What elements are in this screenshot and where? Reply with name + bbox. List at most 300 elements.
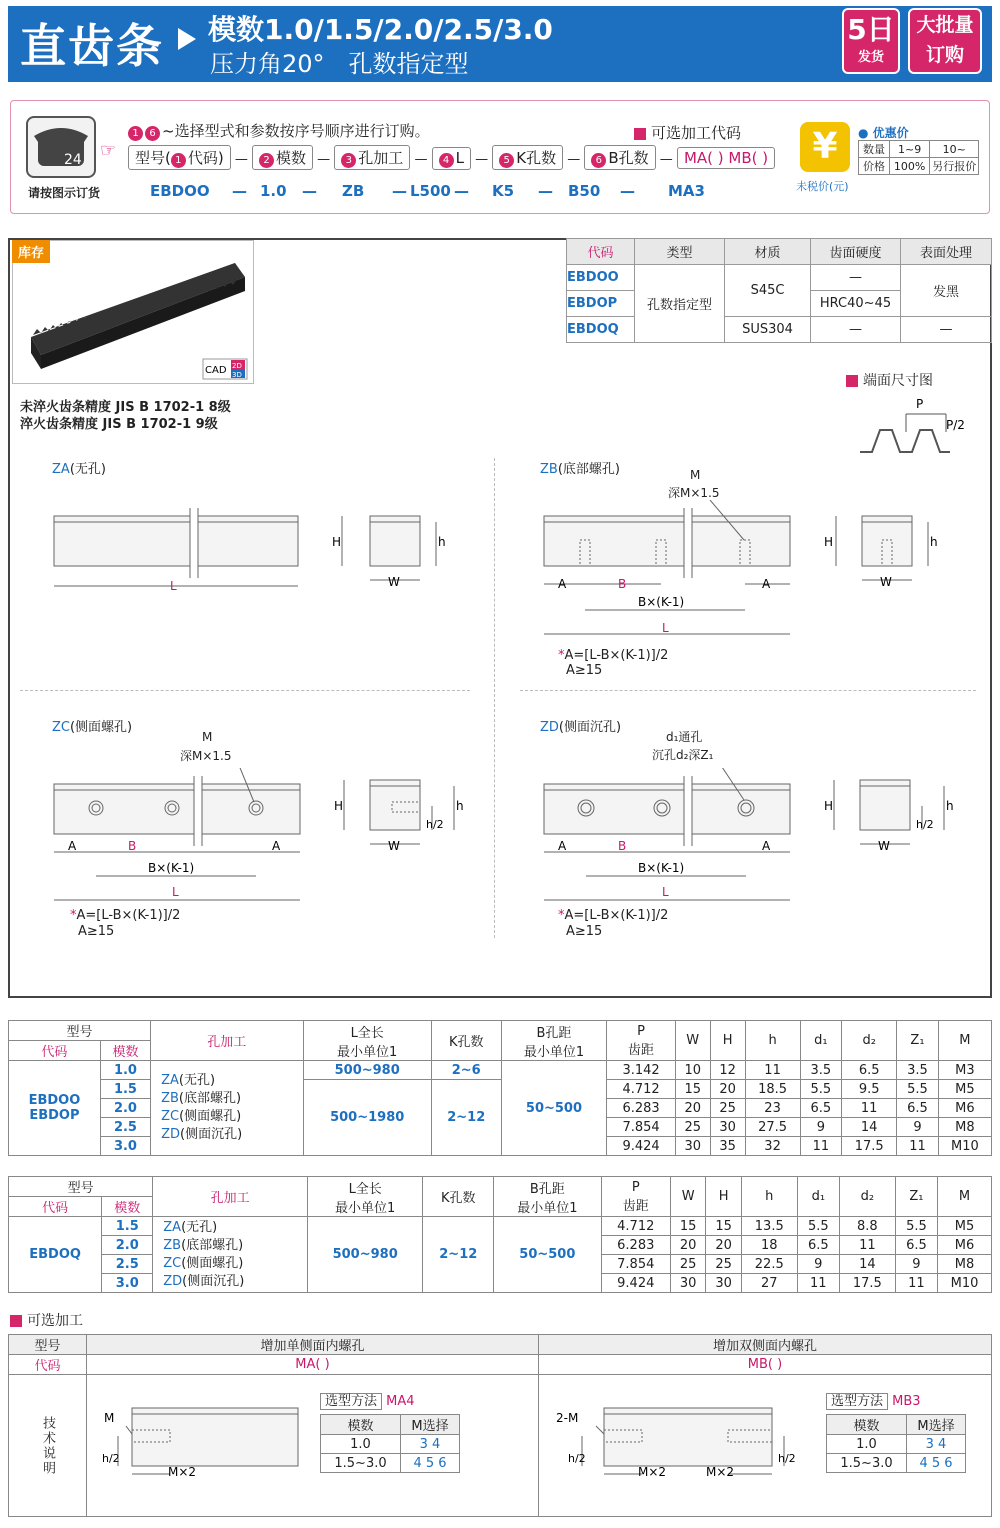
th-d2: d₂ — [839, 1177, 895, 1217]
zd-diagram — [530, 768, 980, 908]
th-P1: P — [631, 1179, 640, 1195]
spec-module: 1.5 — [100, 1080, 150, 1099]
th-H: H — [706, 1177, 741, 1217]
zb-diagram — [530, 500, 980, 640]
spec-code: EBDOO — [28, 1093, 81, 1108]
star: * — [558, 908, 565, 923]
dim-W: W — [388, 839, 400, 853]
phone-icon — [26, 116, 96, 178]
zd-d1: d₁通孔 — [666, 730, 703, 744]
example-module: 1.0 — [260, 182, 287, 200]
col-m: M选择 — [401, 1415, 460, 1435]
bulk-badge — [908, 8, 982, 74]
mat-header: 材质 — [725, 239, 811, 265]
za-label: (无孔) — [69, 462, 106, 477]
num-icon: 3 — [341, 153, 356, 168]
hole-code: ZD — [161, 1127, 181, 1142]
spec-module: 3.0 — [102, 1274, 153, 1293]
mat-header: 齿面硬度 — [811, 239, 901, 265]
page-title: 直齿条 — [20, 19, 164, 73]
mb-example: MB3 — [892, 1394, 921, 1409]
accuracy-line-2: 淬火齿条精度 JIS B 1702-1 9级 — [20, 417, 218, 432]
dim-p: P — [916, 397, 924, 411]
spec-cell: M6 — [938, 1236, 992, 1255]
th-B1: B孔距 — [536, 1025, 572, 1041]
dim-h2: h/2 — [916, 818, 934, 831]
instruction-body: ~选择型式和参数按序号顺序进行订购。 — [162, 122, 430, 140]
zb-code: ZB — [540, 462, 558, 477]
spec-cell: 17.5 — [842, 1137, 897, 1156]
zc-diagram — [40, 768, 480, 908]
dash: — — [454, 182, 469, 200]
optional-title-text: 可选加工 — [27, 1313, 83, 1329]
dash: — — [302, 182, 317, 200]
th-d1: d₁ — [797, 1177, 839, 1217]
col-m: M选择 — [907, 1415, 966, 1435]
sel-m: 4 5 6 — [401, 1454, 460, 1473]
spec-cell: 9 — [895, 1255, 937, 1274]
spec-cell: 14 — [842, 1118, 897, 1137]
spec-cell: M6 — [938, 1099, 991, 1118]
spec-cell: 20 — [670, 1236, 705, 1255]
th-P2: 齿距 — [628, 1042, 655, 1058]
spec-cell: 6.5 — [797, 1236, 839, 1255]
spec-cell: M5 — [938, 1217, 992, 1236]
col-mod: 模数 — [827, 1415, 907, 1435]
square-icon — [846, 375, 858, 387]
spec-cell: M10 — [938, 1137, 991, 1156]
th-L1: L全长 — [350, 1025, 384, 1041]
num-icon: 5 — [499, 153, 514, 168]
zd-label: (侧面沉孔) — [558, 720, 622, 735]
spec-cell: 6.5 — [895, 1236, 937, 1255]
zc-m: M — [202, 730, 213, 744]
dim-H: H — [332, 535, 342, 549]
zb-m: M — [690, 468, 701, 482]
formula-1: A=[L-B×(K-1)]/2 — [564, 648, 669, 663]
dim-BK: B×(K-1) — [638, 861, 685, 875]
spec-cell: 5.5 — [797, 1217, 839, 1236]
spec-cell: M8 — [938, 1118, 991, 1137]
spec-cell: M10 — [938, 1274, 992, 1293]
dash: — — [234, 152, 248, 167]
spec-cell: 11 — [842, 1099, 897, 1118]
spec-code: EBDOQ — [9, 1217, 102, 1293]
opt-ma-code: MA( ) — [87, 1355, 539, 1375]
price-cell: 100% — [890, 158, 930, 175]
spec-module: 1.5 — [102, 1217, 153, 1236]
zb-title — [540, 458, 620, 477]
price-cell: 数量 — [859, 141, 890, 158]
sel-mod: 1.5~3.0 — [827, 1454, 907, 1473]
th-h: h — [745, 1021, 800, 1061]
th-K: K孔数 — [423, 1177, 494, 1217]
dim-BK: B×(K-1) — [148, 861, 195, 875]
select-label: 选型方法 — [320, 1393, 382, 1410]
za-title — [52, 458, 106, 477]
dim-A: A — [762, 839, 771, 853]
spec-cell: 6.283 — [601, 1236, 670, 1255]
spec-module: 2.0 — [100, 1099, 150, 1118]
spec-cell: 9.424 — [601, 1274, 670, 1293]
spec-cell: 15 — [706, 1217, 741, 1236]
hole-text: (无孔) — [181, 1219, 218, 1235]
order-fields — [128, 145, 775, 170]
dim-h2: h/2 — [568, 1452, 586, 1465]
spec-cell: 6.5 — [842, 1061, 897, 1080]
spec-cell: 3.5 — [897, 1061, 939, 1080]
opt-mb-title: 增加双侧面内螺孔 — [539, 1335, 992, 1355]
th-hole: 孔加工 — [153, 1177, 308, 1217]
bulk-line-1: 大批量 — [916, 14, 974, 36]
spec-cell: 4.712 — [601, 1217, 670, 1236]
spec-cell: 15 — [675, 1080, 710, 1099]
example-B: B50 — [568, 182, 601, 200]
spec-cell: 7.854 — [601, 1255, 670, 1274]
mat-header: 表面处理 — [901, 239, 992, 265]
dim-L: L — [662, 621, 669, 635]
cad-2d: 2D — [232, 362, 242, 370]
th-B2: 最小单位1 — [517, 1200, 578, 1216]
zc-title — [52, 716, 132, 735]
spec-cell: 6.5 — [897, 1099, 939, 1118]
zd-title — [540, 716, 621, 735]
dim-W: W — [388, 575, 400, 589]
th-model: 型号 — [9, 1177, 153, 1197]
formula-2: A≥15 — [566, 663, 603, 678]
hole-text: (侧面沉孔) — [182, 1273, 245, 1289]
opt-tech: 技术说明 — [9, 1375, 87, 1517]
hole-code: ZA — [161, 1073, 179, 1088]
field-B — [584, 145, 655, 170]
spec-module: 1.0 — [100, 1061, 150, 1080]
delivery-badge — [842, 8, 900, 74]
spec-cell: 4.712 — [607, 1080, 675, 1099]
field-K — [492, 145, 563, 170]
mat-code: EBDOP — [567, 291, 635, 317]
mat-code: EBDOO — [567, 265, 635, 291]
spec-cell: 11 — [895, 1274, 937, 1293]
divider — [520, 690, 976, 691]
spec-cell: 7.854 — [607, 1118, 675, 1137]
instruction-text — [145, 122, 430, 140]
end-view-title — [846, 370, 933, 390]
mat-header: 类型 — [635, 239, 725, 265]
dim-Mx2: M×2 — [638, 1465, 667, 1479]
spec-cell: 5.5 — [800, 1080, 842, 1099]
zb-depth: 深M×1.5 — [668, 486, 720, 500]
spec-cell: 10 — [675, 1061, 710, 1080]
mat-header: 代码 — [567, 239, 635, 265]
zb-formula — [558, 648, 668, 663]
star: * — [70, 908, 77, 923]
divider — [494, 458, 495, 938]
cad-label: CAD — [205, 365, 227, 376]
dash: — — [392, 182, 407, 200]
th-h: h — [741, 1177, 797, 1217]
th-code: 代码 — [9, 1041, 101, 1061]
dim-BK: B×(K-1) — [638, 595, 685, 609]
example-K: K5 — [492, 182, 515, 200]
badge-days-sub: 发货 — [857, 50, 884, 65]
th-Z1: Z₁ — [895, 1177, 937, 1217]
cad-3d: 3D — [232, 371, 242, 379]
spec-cell: 6.283 — [607, 1099, 675, 1118]
subtitle: 压力角20° 孔数指定型 — [210, 50, 469, 78]
hole-text: (无孔) — [178, 1073, 216, 1088]
dim-H: H — [824, 535, 834, 549]
dim-h2: h/2 — [778, 1452, 796, 1465]
spec-cell: 20 — [710, 1080, 745, 1099]
za-diagram — [40, 500, 480, 610]
spec-cell: 9 — [800, 1118, 842, 1137]
spec-cell: 18.5 — [745, 1080, 800, 1099]
optional-code-title — [634, 122, 741, 143]
zc-depth: 深M×1.5 — [180, 749, 232, 763]
sel-mod: 1.0 — [827, 1435, 907, 1454]
dim-2M: 2-M — [556, 1411, 579, 1425]
hole-text: (侧面沉孔) — [180, 1127, 243, 1142]
spec-cell: 9 — [797, 1255, 839, 1274]
num-icon: 2 — [259, 153, 274, 168]
select-label: 选型方法 — [826, 1393, 888, 1410]
zd-code: ZD — [540, 720, 559, 735]
spec-L: 500~980 — [307, 1217, 422, 1293]
dim-B: B — [128, 839, 137, 853]
spec-cell: 23 — [745, 1099, 800, 1118]
opt-code: 代码 — [9, 1355, 87, 1375]
dim-L: L — [662, 885, 669, 899]
th-H: H — [710, 1021, 745, 1061]
num-1-icon: 1 — [128, 126, 143, 141]
zb-label: (底部螺孔) — [557, 462, 620, 477]
dim-B: B — [618, 577, 627, 591]
hole-code: ZB — [161, 1091, 179, 1106]
spec-cell: 32 — [745, 1137, 800, 1156]
ma-diagram — [96, 1400, 316, 1490]
col-mod: 模数 — [321, 1415, 401, 1435]
dash: — — [659, 152, 673, 167]
spec-cell: 25 — [710, 1099, 745, 1118]
spec-cell: M3 — [938, 1061, 991, 1080]
spec-cell: 5.5 — [897, 1080, 939, 1099]
square-icon — [10, 1315, 22, 1327]
dash: — — [620, 182, 635, 200]
field-module — [252, 145, 313, 170]
price-cell: 另行报价 — [930, 158, 979, 175]
dash: — — [567, 152, 581, 167]
field-label: 孔加工 — [358, 149, 404, 167]
hole-code: ZB — [163, 1237, 182, 1253]
optional-title — [10, 1310, 83, 1330]
hole-text: (底部螺孔) — [181, 1237, 244, 1253]
spec-cell: 11 — [797, 1274, 839, 1293]
zc-code: ZC — [52, 720, 70, 735]
price-cell: 1~9 — [890, 141, 930, 158]
th-module: 模数 — [102, 1197, 153, 1217]
spec-cell: 8.8 — [839, 1217, 895, 1236]
field-label: L — [455, 149, 464, 167]
hole-code: ZC — [161, 1109, 180, 1124]
field-label: 模数 — [276, 149, 307, 167]
th-code: 代码 — [9, 1197, 102, 1217]
spec-cell: 6.5 — [800, 1099, 842, 1118]
spec-cell: 27.5 — [745, 1118, 800, 1137]
dim-h: h — [946, 799, 954, 813]
badge-days: 5日 — [847, 13, 895, 46]
field-label: K孔数 — [516, 149, 557, 167]
th-K: K孔数 — [431, 1021, 501, 1061]
th-module: 模数 — [100, 1041, 150, 1061]
hole-code: ZA — [163, 1219, 182, 1235]
price-cell: 10~ — [930, 141, 979, 158]
dim-M: M — [104, 1411, 115, 1425]
mat-hardness: — — [811, 265, 901, 291]
spec-cell: M5 — [938, 1080, 991, 1099]
dim-Mx2: M×2 — [168, 1465, 197, 1479]
mat-surface: — — [901, 317, 992, 343]
spec-cell: 35 — [710, 1137, 745, 1156]
spec-code: EBDOP — [29, 1108, 80, 1123]
dim-h2: h/2 — [102, 1452, 120, 1465]
phone-label: 请按图示订货 — [28, 186, 101, 200]
zd-d2: 沉孔d₂深Z₁ — [652, 748, 714, 762]
zc-label: (侧面螺孔) — [69, 720, 133, 735]
price-table — [858, 140, 979, 175]
spec-cell: 22.5 — [741, 1255, 797, 1274]
th-W: W — [670, 1177, 705, 1217]
dim-h: h — [438, 535, 446, 549]
dash: — — [414, 152, 428, 167]
spec-cell: 11 — [897, 1137, 939, 1156]
end-view-diagram — [850, 392, 980, 472]
mat-surface: 发黑 — [901, 265, 992, 317]
dim-A: A — [68, 839, 77, 853]
arrow-icon — [178, 28, 196, 50]
hole-text: (侧面螺孔) — [179, 1109, 242, 1124]
num-icon: 4 — [439, 153, 454, 168]
spec-cell: 18 — [741, 1236, 797, 1255]
price-note: 未税价(元) — [796, 180, 849, 193]
mb-select-table — [826, 1414, 966, 1473]
opt-ma-title: 增加单侧面内螺孔 — [87, 1335, 539, 1355]
th-W: W — [675, 1021, 710, 1061]
spec-B: 50~500 — [501, 1061, 607, 1156]
hole-code: ZD — [163, 1273, 183, 1289]
dim-h: h — [930, 535, 938, 549]
spec-cell: 20 — [675, 1099, 710, 1118]
formula-2: A≥15 — [78, 924, 115, 939]
dim-L: L — [172, 885, 179, 899]
spec-B: 50~500 — [494, 1217, 601, 1293]
ma-example: MA4 — [386, 1394, 415, 1409]
th-hole: 孔加工 — [151, 1021, 303, 1061]
hole-text: (底部螺孔) — [178, 1091, 242, 1106]
ma-select — [320, 1390, 415, 1409]
spec-cell: 11 — [839, 1236, 895, 1255]
th-d2: d₂ — [842, 1021, 897, 1061]
sel-m: 3 4 — [907, 1435, 966, 1454]
field-L — [432, 147, 471, 170]
sel-m: 4 5 6 — [907, 1454, 966, 1473]
mat-hardness: HRC40~45 — [811, 291, 901, 317]
zc-formula — [70, 908, 180, 923]
field-optional: MA( ) MB( ) — [677, 147, 775, 169]
spec-cell: 3.142 — [607, 1061, 675, 1080]
spec-cell: 25 — [675, 1118, 710, 1137]
th-L2: 最小单位1 — [337, 1044, 398, 1060]
dim-p2: P/2 — [946, 418, 965, 432]
dim-A: A — [558, 839, 567, 853]
th-model: 型号 — [9, 1021, 151, 1041]
module-line: 模数1.0/1.5/2.0/2.5/3.0 — [208, 13, 553, 46]
spec-cell: 30 — [675, 1137, 710, 1156]
material-table — [566, 238, 992, 343]
sel-m: 3 4 — [401, 1435, 460, 1454]
hand-pointer-icon: ☞ — [100, 140, 117, 161]
ma-select-table — [320, 1414, 460, 1473]
dim-Mx2: M×2 — [706, 1465, 735, 1479]
spec-cell: 13.5 — [741, 1217, 797, 1236]
formula-2: A≥15 — [566, 924, 603, 939]
spec-cell: 30 — [710, 1118, 745, 1137]
spec-K: 2~6 — [431, 1061, 501, 1080]
th-P1: P — [637, 1023, 645, 1039]
dash: — — [538, 182, 553, 200]
spec-K: 2~12 — [431, 1080, 501, 1156]
spec-cell: 5.5 — [895, 1217, 937, 1236]
th-M: M — [938, 1177, 992, 1217]
num-icon: 6 — [591, 153, 606, 168]
spec-module: 3.0 — [100, 1137, 150, 1156]
th-B2: 最小单位1 — [523, 1044, 585, 1060]
spec-L: 500~980 — [303, 1061, 431, 1080]
spec-cell: 12 — [710, 1061, 745, 1080]
spec-cell: 9.5 — [842, 1080, 897, 1099]
spec-module: 2.5 — [100, 1118, 150, 1137]
dim-B: B — [618, 839, 627, 853]
mb-select — [826, 1390, 921, 1409]
price-title: ● 优惠价 — [858, 126, 909, 140]
opt-mb-code: MB( ) — [539, 1355, 992, 1375]
spec-module: 2.5 — [102, 1255, 153, 1274]
dash: — — [232, 182, 247, 200]
formula-1: A=[L-B×(K-1)]/2 — [564, 908, 669, 923]
dim-A: A — [762, 577, 771, 591]
dim-L: L — [170, 579, 177, 593]
example-L: L500 — [410, 182, 451, 200]
mat-type: 孔数指定型 — [635, 265, 725, 343]
th-P2: 齿距 — [622, 1198, 649, 1214]
spec-cell: 15 — [670, 1217, 705, 1236]
dim-H: H — [824, 799, 834, 813]
sel-mod: 1.5~3.0 — [321, 1454, 401, 1473]
num-icon: 1 — [171, 153, 186, 168]
field-hole — [334, 145, 410, 170]
spec-cell: 27 — [741, 1274, 797, 1293]
mat-code: EBDOQ — [567, 317, 635, 343]
spec-cell: 11 — [745, 1061, 800, 1080]
th-L1: L全长 — [348, 1181, 382, 1197]
order-instruction — [128, 120, 430, 141]
spec-cell: 14 — [839, 1255, 895, 1274]
spec-table-2 — [8, 1176, 992, 1293]
mat-material: S45C — [725, 265, 811, 317]
spec-cell: 20 — [706, 1236, 741, 1255]
th-M: M — [938, 1021, 991, 1061]
dim-W: W — [880, 575, 892, 589]
spec-L: 500~1980 — [303, 1080, 431, 1156]
